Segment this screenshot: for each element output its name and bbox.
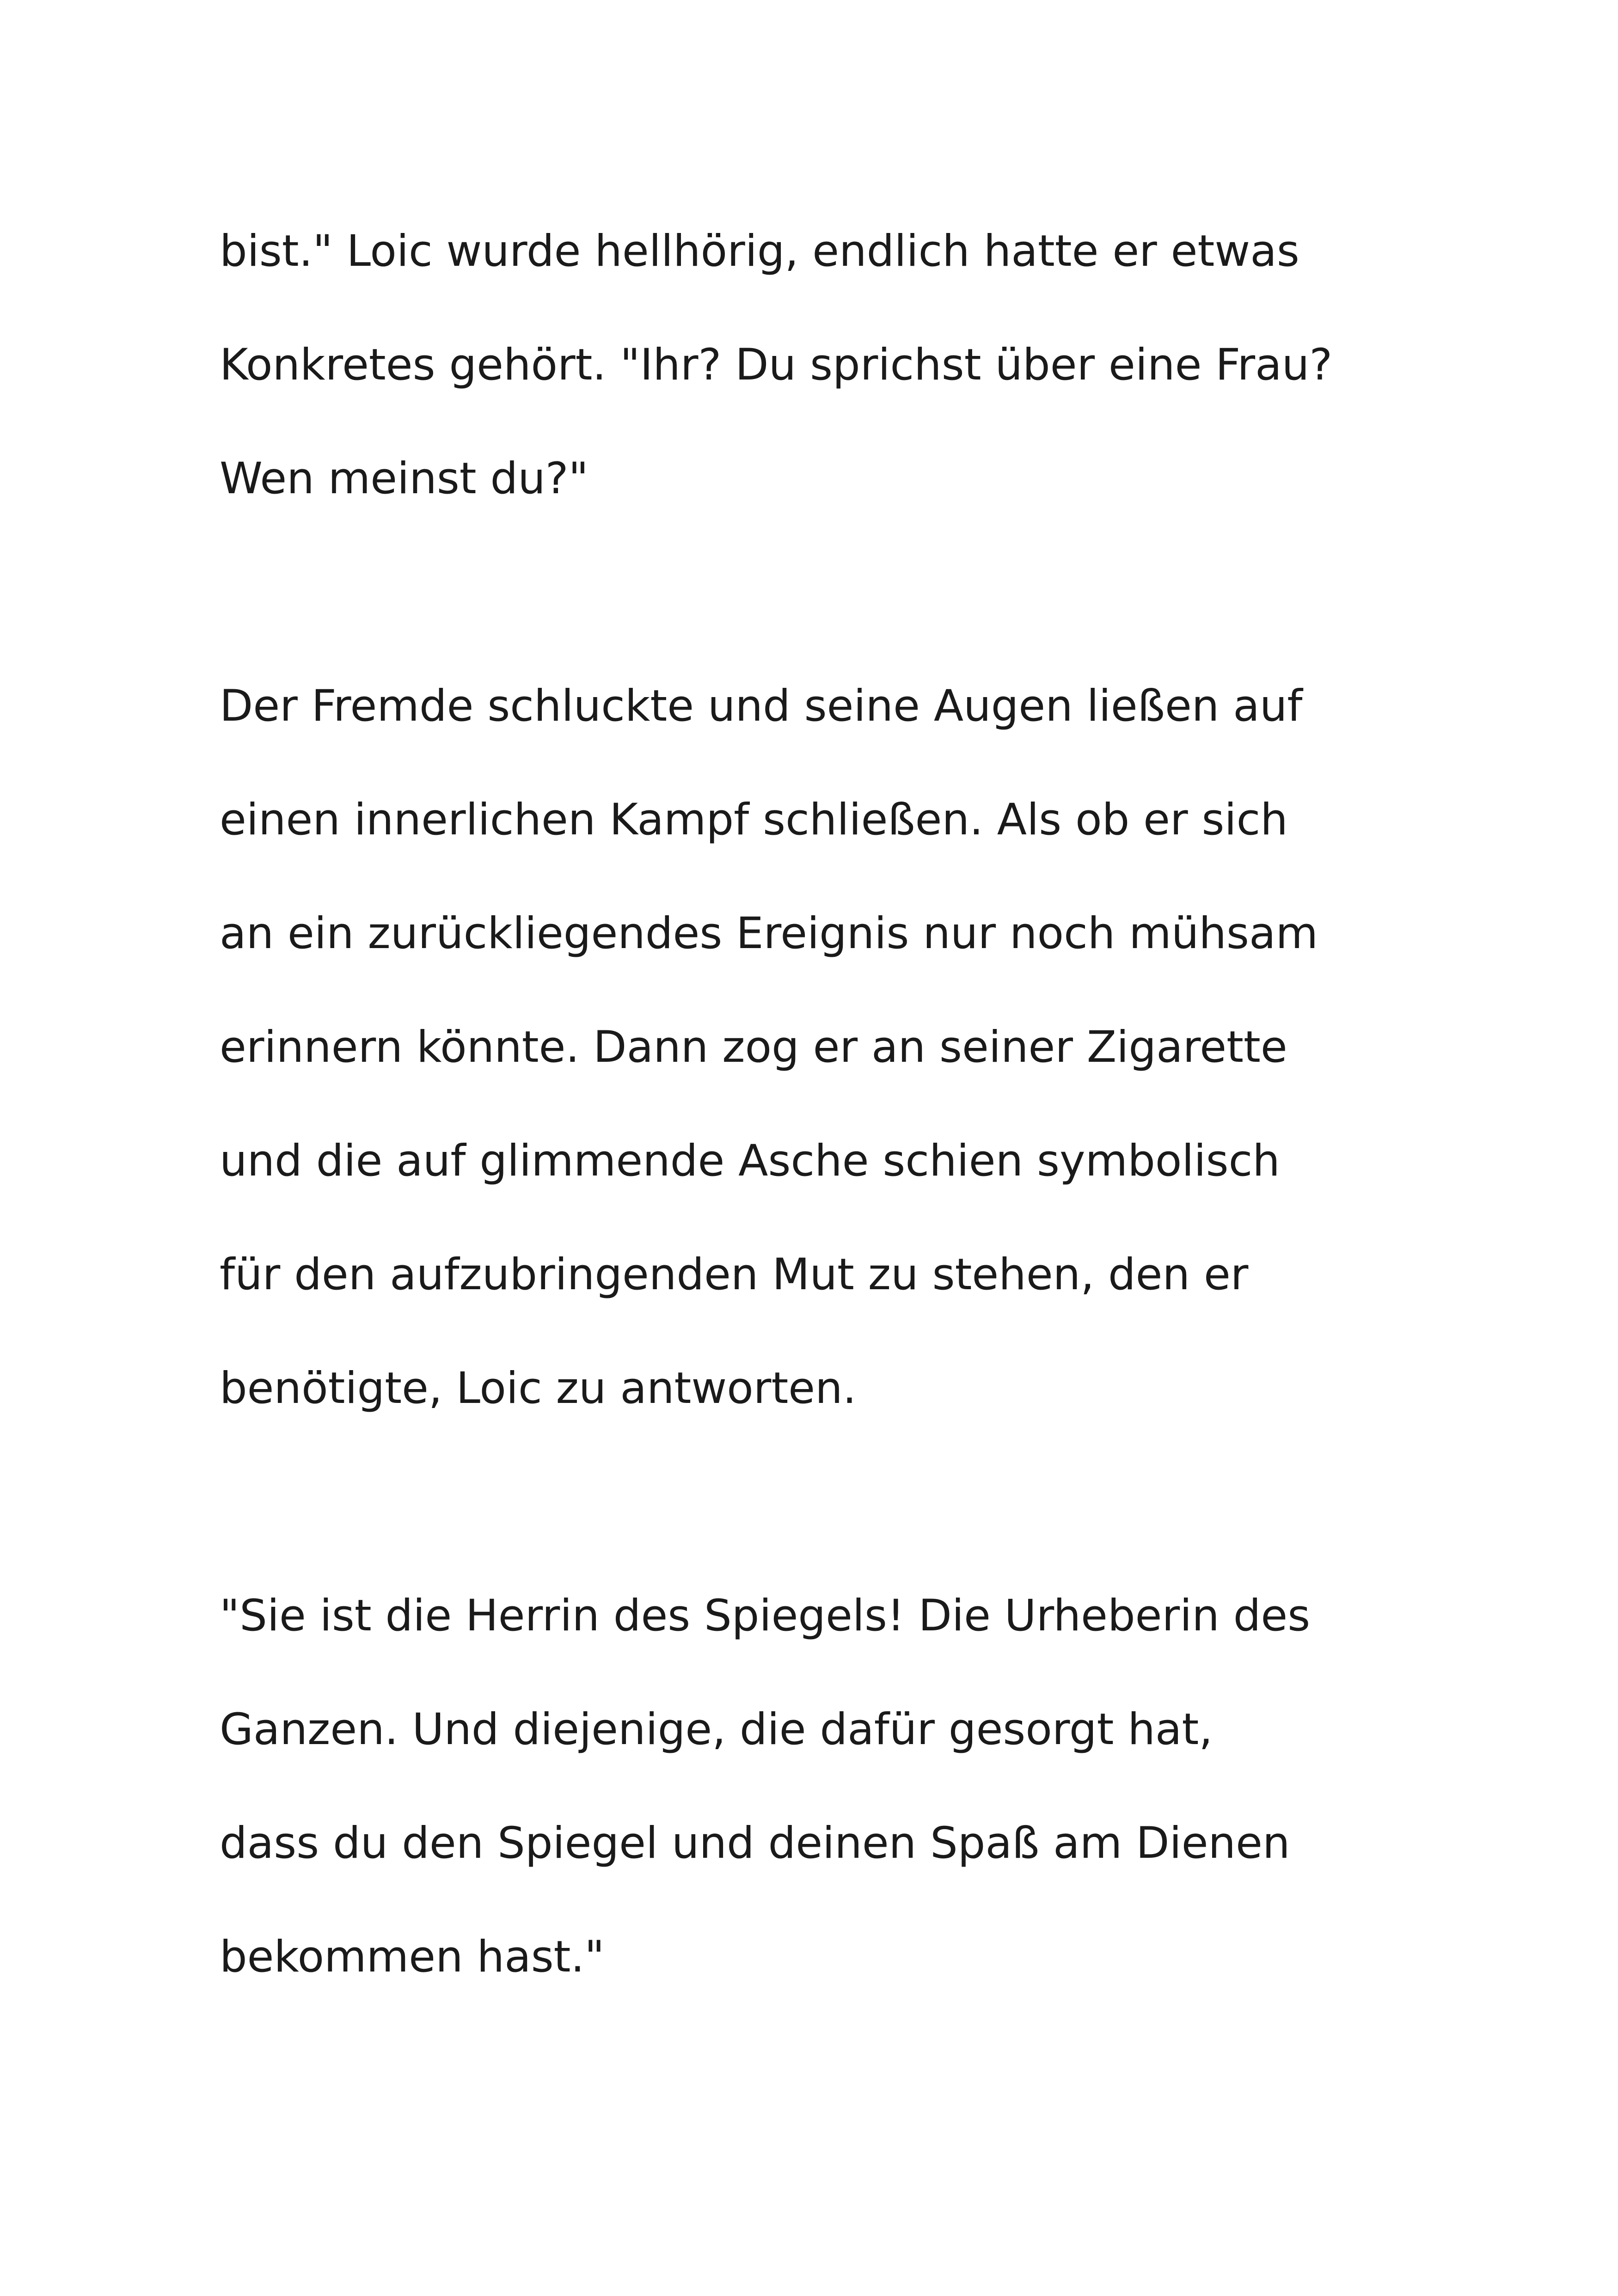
text-line: einen innerlichen Kampf schließen. Als ob er sich bbox=[220, 795, 1288, 845]
text-line: bist." Loic wurde hellhörig, endlich hatte er etwas bbox=[220, 226, 1299, 276]
text-line: Konkretes gehört. "Ihr? Du sprichst über eine Frau? bbox=[220, 340, 1333, 390]
text-line: Der Fremde schluckte und seine Augen ließen auf bbox=[220, 681, 1303, 731]
text-line: erinnern könnte. Dann zog er an seiner Zigarette bbox=[220, 1022, 1287, 1072]
text-line: "Sie ist die Herrin des Spiegels! Die Urheberin des bbox=[220, 1591, 1311, 1641]
text-line: benötigte, Loic zu antworten. bbox=[220, 1363, 857, 1414]
text-line: bekommen hast." bbox=[220, 1932, 605, 1982]
text-line: Wen meinst du?" bbox=[220, 453, 588, 504]
text-line: Ganzen. Und diejenige, die dafür gesorgt hat, bbox=[220, 1704, 1213, 1755]
text-line: für den aufzubringenden Mut zu stehen, den er bbox=[220, 1249, 1249, 1300]
text-line: an ein zurückliegendes Ereignis nur noch mühsam bbox=[220, 908, 1318, 959]
text-line: dass du den Spiegel und deinen Spaß am Dienen bbox=[220, 1818, 1290, 1868]
text-line: und die auf glimmende Asche schien symbolisch bbox=[220, 1136, 1280, 1186]
